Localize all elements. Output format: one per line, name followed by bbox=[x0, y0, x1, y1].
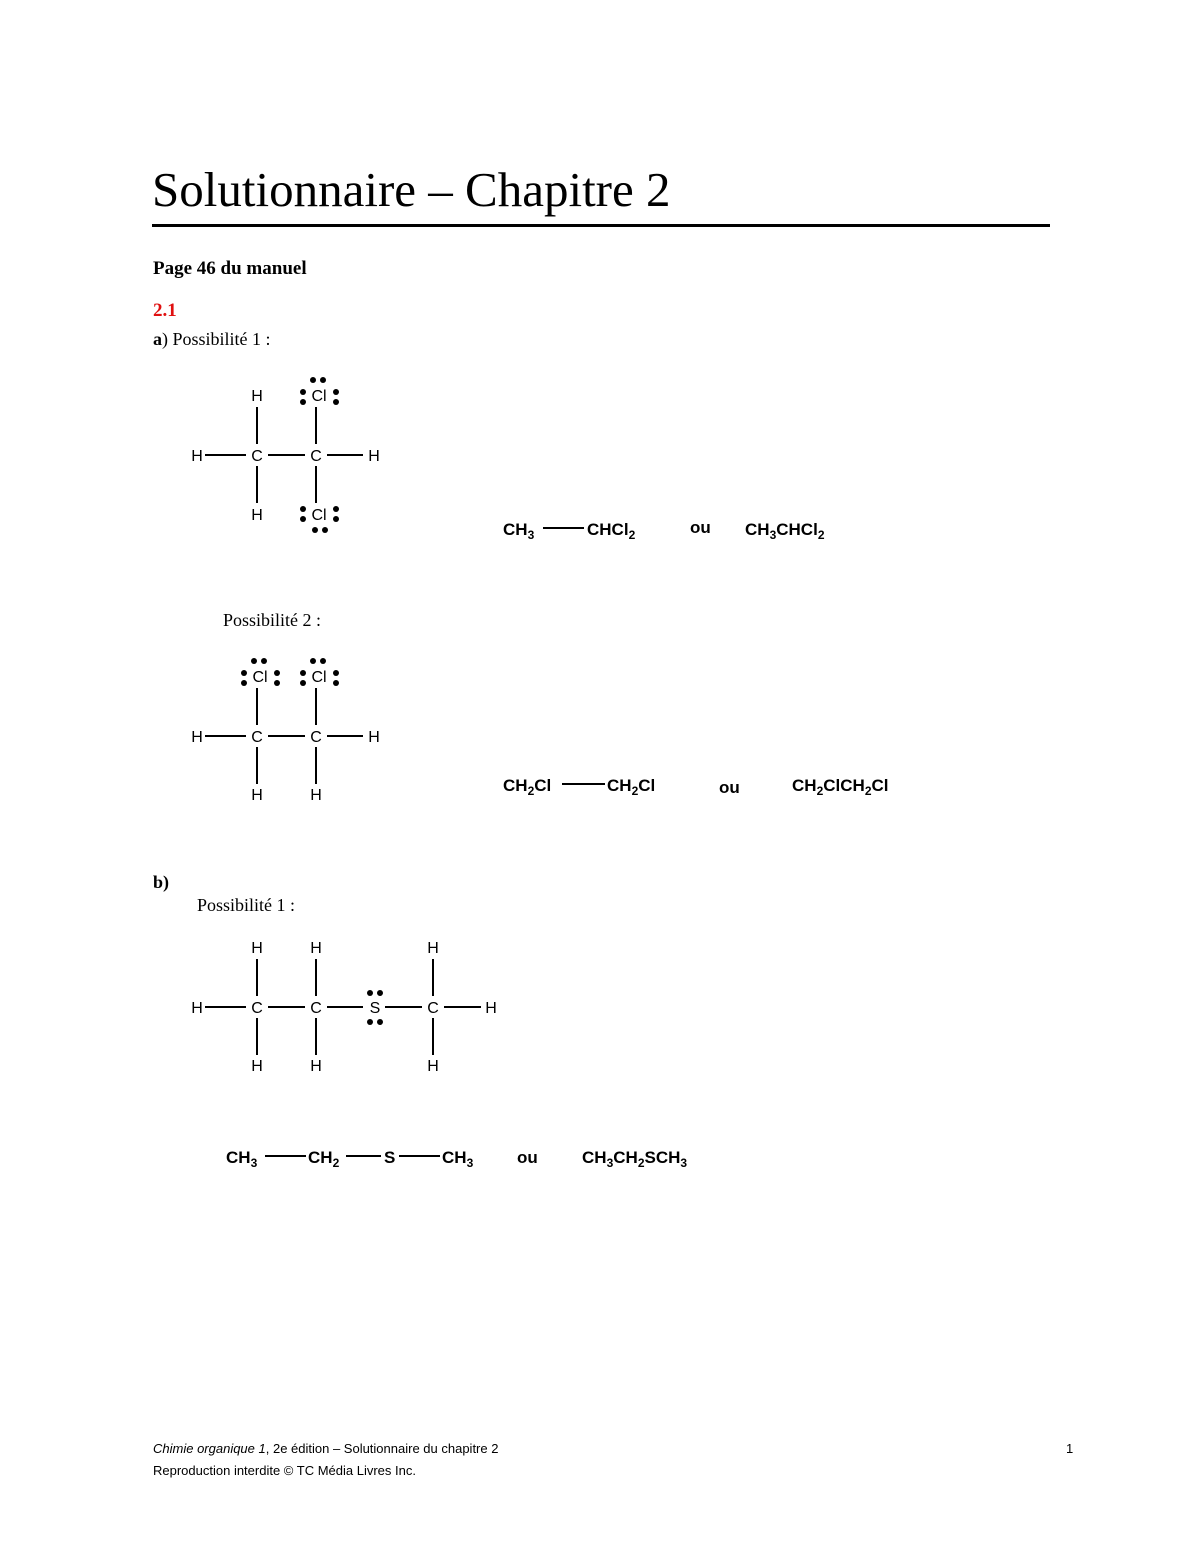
atom-h: H bbox=[251, 388, 263, 405]
atom-h: H bbox=[191, 1000, 203, 1017]
or-word: ou bbox=[719, 778, 740, 797]
footer-edition: , 2e édition – Solutionnaire du chapitre 2 bbox=[265, 1441, 499, 1456]
atom-h: H bbox=[427, 1058, 439, 1075]
compact-formula-a2: $CH_2ClCH_2Cl$ bbox=[792, 776, 889, 798]
atom-h: H bbox=[310, 1058, 322, 1075]
atom-cl: Cl bbox=[311, 669, 327, 686]
page-number: 1 bbox=[1066, 1441, 1074, 1456]
atom-h: H bbox=[251, 940, 263, 957]
footer-copyright: Reproduction interdite © TC Média Livres Inc. bbox=[153, 1463, 416, 1478]
condensed-ch3: $CH_3$ bbox=[442, 1148, 474, 1170]
or-word: ou bbox=[517, 1148, 538, 1167]
atom-c: C bbox=[310, 1000, 322, 1017]
atom-h: H bbox=[251, 787, 263, 804]
atom-h: H bbox=[191, 729, 203, 746]
compact-formula-b1: $CH_3CH_2SCH_3$ bbox=[582, 1148, 688, 1170]
condensed-ch2cl: $CH_2Cl$ bbox=[607, 776, 656, 798]
condensed-formula-a1 bbox=[503, 518, 825, 542]
condensed-formula-b1 bbox=[226, 1148, 687, 1170]
footer-book-title: Chimie organique 1 bbox=[153, 1441, 266, 1456]
atom-c: C bbox=[427, 1000, 439, 1017]
part-b-possibility-1-label: Possibilité 1 : bbox=[197, 895, 296, 915]
atom-h: H bbox=[485, 1000, 497, 1017]
exercise-number: 2.1 bbox=[153, 300, 177, 321]
atom-h: H bbox=[310, 787, 322, 804]
condensed-ch2cl: $CH_2Cl$ bbox=[503, 776, 552, 798]
part-a-possibility-2-label: Possibilité 2 : bbox=[223, 610, 322, 630]
compact-formula-a1: $CH_3CHCl_2$ bbox=[745, 520, 825, 542]
atom-c: C bbox=[251, 448, 263, 465]
part-b-letter: b) bbox=[153, 872, 170, 892]
condensed-ch2: $CH_2$ bbox=[308, 1148, 340, 1170]
atom-c: C bbox=[251, 729, 263, 746]
atom-h: H bbox=[427, 940, 439, 957]
atom-c: C bbox=[251, 1000, 263, 1017]
page-title: Solutionnaire – Chapitre 2 bbox=[152, 162, 671, 217]
atom-s: S bbox=[369, 1000, 381, 1017]
atom-h: H bbox=[251, 507, 263, 524]
atom-c: C bbox=[310, 448, 322, 465]
atom-cl: Cl bbox=[311, 507, 327, 524]
atom-c: C bbox=[310, 729, 322, 746]
condensed-s: S bbox=[384, 1148, 396, 1167]
atom-cl: Cl bbox=[311, 388, 327, 405]
atom-h: H bbox=[310, 940, 322, 957]
page-reference: Page 46 du manuel bbox=[153, 258, 307, 279]
part-a-possibility-1-label: ) Possibilité 1 : bbox=[162, 329, 271, 349]
atom-h: H bbox=[368, 729, 380, 746]
condensed-ch3: $CH_3$ bbox=[226, 1148, 258, 1170]
footer-book-line bbox=[153, 1441, 498, 1456]
or-word: ou bbox=[690, 518, 711, 537]
atom-cl: Cl bbox=[252, 669, 268, 686]
atom-h: H bbox=[251, 1058, 263, 1075]
lone-pair-dots bbox=[241, 377, 383, 1025]
atom-h: H bbox=[368, 448, 380, 465]
condensed-ch3: $CH_3$ bbox=[503, 520, 535, 542]
part-a-letter: a bbox=[153, 329, 162, 349]
atom-h: H bbox=[191, 448, 203, 465]
condensed-chcl2: CHCl$_2$ bbox=[587, 520, 636, 542]
condensed-formula-a2 bbox=[503, 776, 889, 798]
